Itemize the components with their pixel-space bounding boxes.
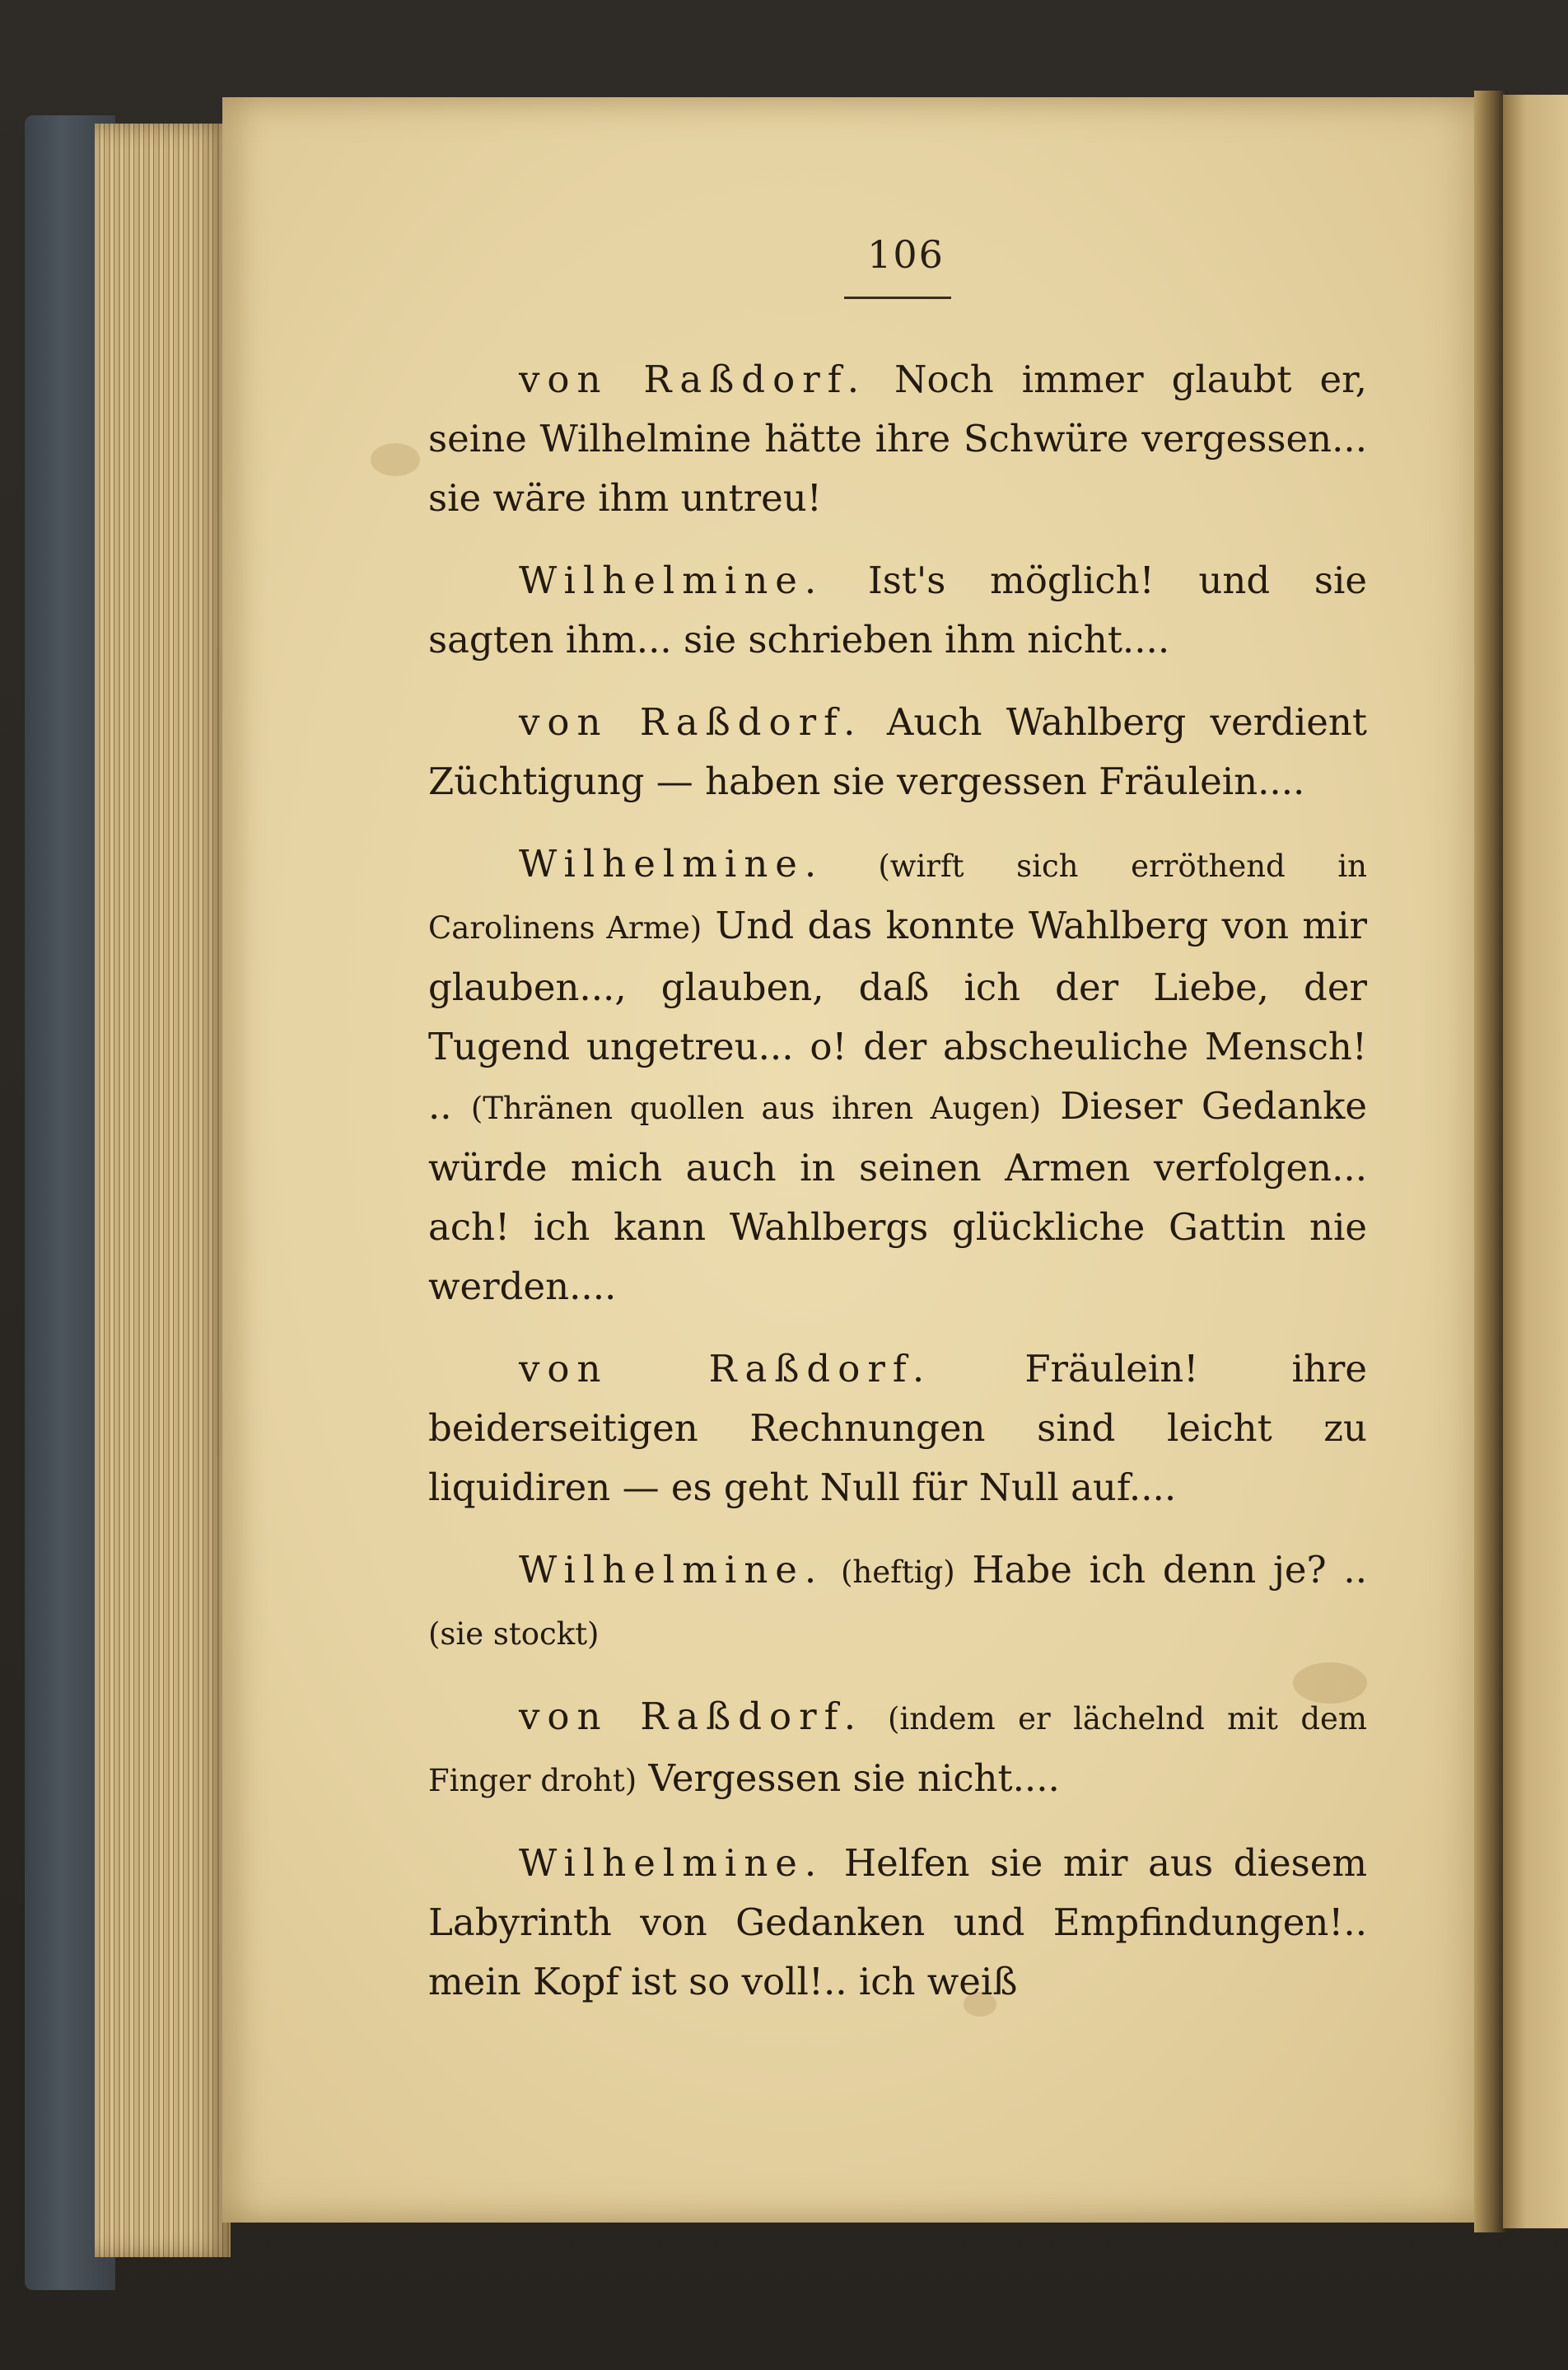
speaker-name: Wilhelmine. — [519, 1841, 824, 1885]
speech — [428, 1540, 1367, 1664]
speech — [428, 693, 1367, 811]
speaker-name: von Raßdorf. — [519, 1347, 932, 1391]
page-number: 106 — [867, 232, 945, 277]
speech-text: Helfen sie mir aus diesem Labyrinth von Gedanken und Empfindungen!.. mein Kopf ist so voll!.. ich weiß — [428, 1841, 1367, 2003]
speech-text: Habe ich denn je? .. — [972, 1548, 1367, 1592]
play-text — [428, 350, 1367, 2035]
foxing-spot — [371, 443, 420, 476]
speech — [428, 350, 1367, 528]
stage-direction: (sie stockt) — [428, 1616, 600, 1652]
page-edges — [95, 124, 231, 2257]
speech — [428, 1339, 1367, 1517]
speech-text: Und das konnte Wahlberg von mir glauben..., glauben, daß ich der Liebe, der Tugend ungetreu... o! der abscheuliche Mensch! .. — [428, 904, 1367, 1128]
speech — [428, 1834, 1367, 2012]
speaker-name: Wilhelmine. — [519, 842, 824, 886]
speaker-name: von Raßdorf. — [519, 1695, 863, 1738]
speech — [428, 551, 1367, 670]
stage-direction: (wirft sich erröthend in Carolinens Arme) — [428, 848, 1367, 946]
speech — [428, 834, 1367, 1316]
gutter — [1474, 91, 1507, 2232]
speaker-name: von Raßdorf. — [519, 358, 867, 401]
speech-text: Ist's möglich! und sie sagten ihm... sie schrieben ihm nicht.... — [428, 559, 1367, 661]
speech-text: Auch Wahlberg verdient Züchtigung — haben sie vergessen Fräulein.... — [428, 700, 1367, 803]
page-number-rule — [844, 297, 951, 299]
speech-text: Dieser Gedanke würde mich auch in seinen Armen verfolgen... ach! ich kann Wahlbergs glückliche Gattin nie werden.... — [428, 1084, 1367, 1308]
stage-direction: (indem er lächelnd mit dem Finger droht) — [428, 1701, 1367, 1798]
speaker-name: Wilhelmine. — [519, 559, 824, 602]
speech — [428, 1687, 1367, 1811]
speaker-name: von Raßdorf. — [519, 700, 863, 744]
stage-direction: (heftig) — [840, 1554, 955, 1590]
speech-text: Noch immer glaubt er, seine Wilhelmine hätte ihre Schwüre vergessen... sie wäre ihm untreu! — [428, 358, 1367, 520]
speech-text: Fräulein! ihre beiderseitigen Rechnungen sind leicht zu liquidiren — es geht Null für Null auf.... — [428, 1347, 1367, 1509]
stage-direction: (Thränen quollen aus ihren Augen) — [470, 1091, 1042, 1126]
speech-text: Vergessen sie nicht.... — [648, 1756, 1060, 1800]
speaker-name: Wilhelmine. — [519, 1548, 824, 1592]
facing-page — [1503, 95, 1568, 2228]
